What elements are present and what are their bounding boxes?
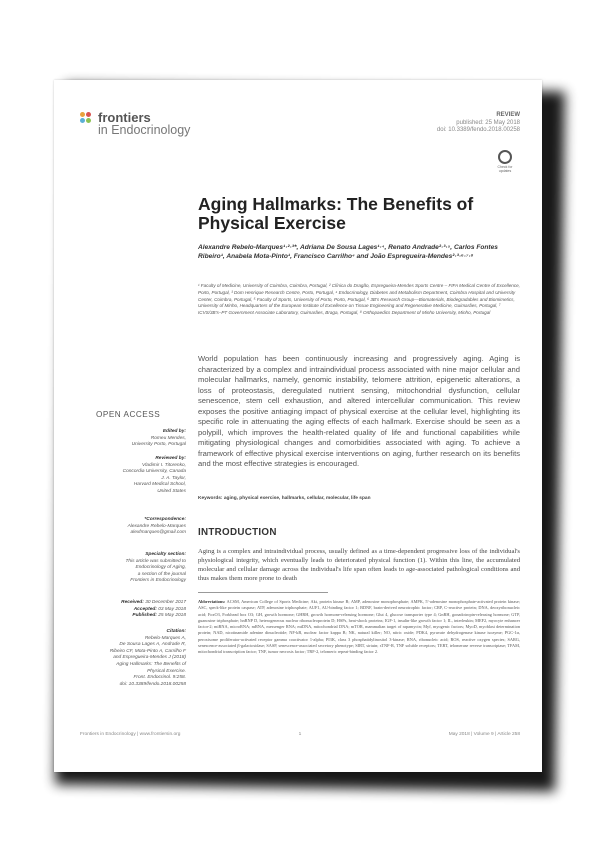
article-doi: doi: 10.3389/fendo.2018.00258 <box>436 127 520 133</box>
footer-volume: May 2018 | Volume 9 | Article 258 <box>448 732 520 737</box>
specialty-section <box>78 552 186 585</box>
affiliations: ¹ Faculty of Medicine, University of Coimbra, Coimbra, Portugal, ² Clínica do Dragão, Espregueira-Mendes Sports Centre – FIFA Medical Centre of Excellence, Porto, Portugal, ³ Dom Henrique Research Centre, Porto, Portugal, ⁴ Endocrinology, Diabetes and Metabolism Department, Coimbra Hospital and University Center, Coimbra, Portugal, ⁵ Faculty of Sports, University of Porto, Porto, Portugal, ⁶ 3B's Research Group—Biomaterials, Biodegradables and Biomimetics, University of Minho, Headquarters of the European Institute of Excellence on Tissue Engineering and Regenerative Medicine, Guimarães, Portugal, ⁷ ICVS/3B's–PT Government Associate Laboratory, Guimarães, Braga, Portugal, ⁸ Orthopaedics Department of Minho University, Minho, Portugal <box>198 283 520 316</box>
paper-page <box>54 80 542 772</box>
reviewed-by <box>78 456 186 496</box>
edited-by-label: Edited by: <box>162 429 186 434</box>
citation-line: Aging Hallmarks: The Benefits of <box>116 661 186 667</box>
citation-line: Front. Endocrinol. 9:258. <box>133 675 186 681</box>
dates <box>78 600 186 620</box>
frontiers-logo-icon <box>80 112 94 126</box>
abbreviations <box>198 599 520 656</box>
article-type: REVIEW <box>496 112 520 118</box>
specialty-line: Endocrinology of Aging, <box>135 565 186 571</box>
published-label: Published: <box>132 613 157 619</box>
article-meta <box>437 112 520 135</box>
correspondence-email[interactable]: alexfmarques@gmail.com <box>130 530 186 536</box>
citation-line: Physical Exercise. <box>147 668 186 674</box>
check-updates-label: Check for updates <box>497 165 513 173</box>
section-heading: INTRODUCTION <box>198 527 277 538</box>
reviewer-line: Harvard Medical School, <box>133 482 186 488</box>
citation-line: Rebelo-Marques A, <box>144 635 186 641</box>
abstract: World population has been continuously increasing and progressively aging. Aging is characterized by a complex and intraindividual process associated with nine major cellular and molecular hallmarks, namely, genomic instability, telomere attrition, epigenetic alterations, a loss of proteostasis, deregulated nutrient sensing, mitochondrial dysfunction, cellular senescence, stem cell exhaustion, and altered intercellular communication. This review exposes the positive antiaging impact of physical exercise at the cellular level, highlighting its specific role in attenuating the aging effects of each hallmark. Exercise should be seen as a polypill, which improves the health-related quality of life and functional capabilities while mitigating physiological changes and comorbidities associated with aging. To achieve a framework of effective physical exercise interventions on aging, further research on its benefits and the most effective strategies is encouraged. <box>198 354 520 468</box>
journal-section: in Endocrinology <box>98 123 191 137</box>
correspondence <box>78 517 186 537</box>
reviewed-by-label: Reviewed by: <box>155 456 186 461</box>
journal-name: frontiers <box>98 110 151 125</box>
publish-date: published: 25 May 2018 <box>456 119 520 126</box>
accepted-label: Accepted: <box>133 606 157 612</box>
specialty-line: This article was submitted to <box>125 558 186 564</box>
open-access-label: OPEN ACCESS <box>96 410 161 419</box>
correspondence-label: *Correspondence: <box>144 517 186 522</box>
editor-line: Romeu Mendes, <box>150 435 186 441</box>
reviewer-line: Concordia University, Canada <box>122 469 186 475</box>
citation-line: and Espregueira-Mendes J (2018) <box>113 655 186 661</box>
reviewer-line: United States <box>157 488 186 494</box>
page-number: 1 <box>298 732 302 737</box>
reviewer-line: J. A. Taylor, <box>161 475 186 481</box>
editor-line: University Porto, Portugal <box>131 442 186 448</box>
edited-by <box>78 429 186 449</box>
footnote-divider <box>198 592 328 593</box>
citation-label: Citation: <box>166 629 186 634</box>
received-date: 30 December 2017 <box>145 600 186 605</box>
keywords: Keywords: aging, physical exercise, hallmarks, cellular, molecular, life span <box>198 496 371 501</box>
author-list: Alexandre Rebelo-Marques¹·²·³*, Adriana De Sousa Lages¹·⁴, Renato Andrade²·³·⁵, Carlos Fontes Ribeiro¹, Anabela Mota-Pinto¹, Francisco Carrilho⁴ and João Espregueira-Mendes²·³·⁶·⁷·⁸ <box>198 244 498 260</box>
specialty-line: Frontiers in Endocrinology <box>130 578 186 584</box>
citation-line: Ribeiro CF, Mota-Pinto A, Carrilho F <box>109 648 186 654</box>
intro-paragraph: Aging is a complex and intraindividual process, usually defined as a time-dependent progressive loss of the individual's physiological integrity, which eventually leads to deteriorated physical function (1). Within this line, the accumulated molecular and cellular damage across the individual's life span often leads to age-associated pathological conditions and thus makes them more prone to death <box>198 548 520 582</box>
check-updates-badge[interactable] <box>494 150 516 173</box>
abbreviations-label: Abbreviations: <box>198 599 226 604</box>
specialty-line: a section of the journal <box>137 571 186 577</box>
received-label: Received: <box>121 600 144 605</box>
check-updates-icon <box>498 150 512 164</box>
abbreviations-text: ACSM, American College of Sports Medicine; Akt, protein kinase B; AMP, adenosine monophosphate; AMPK, 5′-adenosine monophosphate-activated protein kinase; ASC, speck-like protein caspase; ATP, adenosine triphosphate; AUF1, AU-binding factor 1; BDNF, brain-derived neurotrophic factor; CRP, C-reactive protein; DNA, deoxyribonucleic acid; FoxO3, Forkhead box O3; GH, growth hormone; GHRH, growth hormone-releasing hormone; Glut 4, glucose transporter type 4; GnRH, gonadotropin-releasing hormone; GTP, guanosine triphosphate; hnRNP D, heterogeneous nuclear ribonucleoprotein D; HSPs, heat-shock proteins; IGF-1, insulin-like growth factor 1; IL, interleukin; MEF2, myocyte enhancer factor-2; miRNA, microRNA; mRNA, messenger RNA; mtDNA, mitochondrial DNA; mTOR, mammalian target of rapamycin; Myf, myogenic factors; MyoD, myoblast determination protein; NAD, nicotinamide adenine dinucleotide; NF-kB, nuclear factor kappa B; NK, natural killer; NO, nitric oxide; PDK4, pyruvate dehydrogenase kinase isozyme; PGC-1α, peroxisome proliferator-activated receptor gamma coactivator 1-alpha; PI3K, class 3 phosphatidylinositol 3-kinase; RNA, ribonucleic acid; ROS, reactive oxygen species; SARG, senescence-associated β-galactosidase; SASP, senescence-associated secretory phenotype; SIRT, sirtuin; sTNF-R, TNF soluble receptors; TERT, telomerase reverse transcriptase; TFAM, mitochondrial transcription factor; TNF, tumor necrosis factor; TRF-2, telomeric repeat-binding factor 2. <box>198 599 520 655</box>
article-title: Aging Hallmarks: The Benefits of Physical Exercise <box>198 194 474 233</box>
citation <box>78 629 186 688</box>
correspondence-name: Alexandre Rebelo-Marques <box>127 523 186 529</box>
accepted-date: 03 May 2018 <box>158 606 186 612</box>
specialty-label: Specialty section: <box>145 552 186 557</box>
citation-line: De Sousa Lages A, Andrade R, <box>119 642 186 648</box>
reviewer-line: Vladimir I. Titorenko, <box>142 462 186 468</box>
published-date: 25 May 2018 <box>158 613 186 619</box>
citation-line: doi: 10.3389/fendo.2018.00258 <box>119 681 186 687</box>
footer-journal: Frontiers in Endocrinology | www.frontiersin.org <box>80 732 181 737</box>
